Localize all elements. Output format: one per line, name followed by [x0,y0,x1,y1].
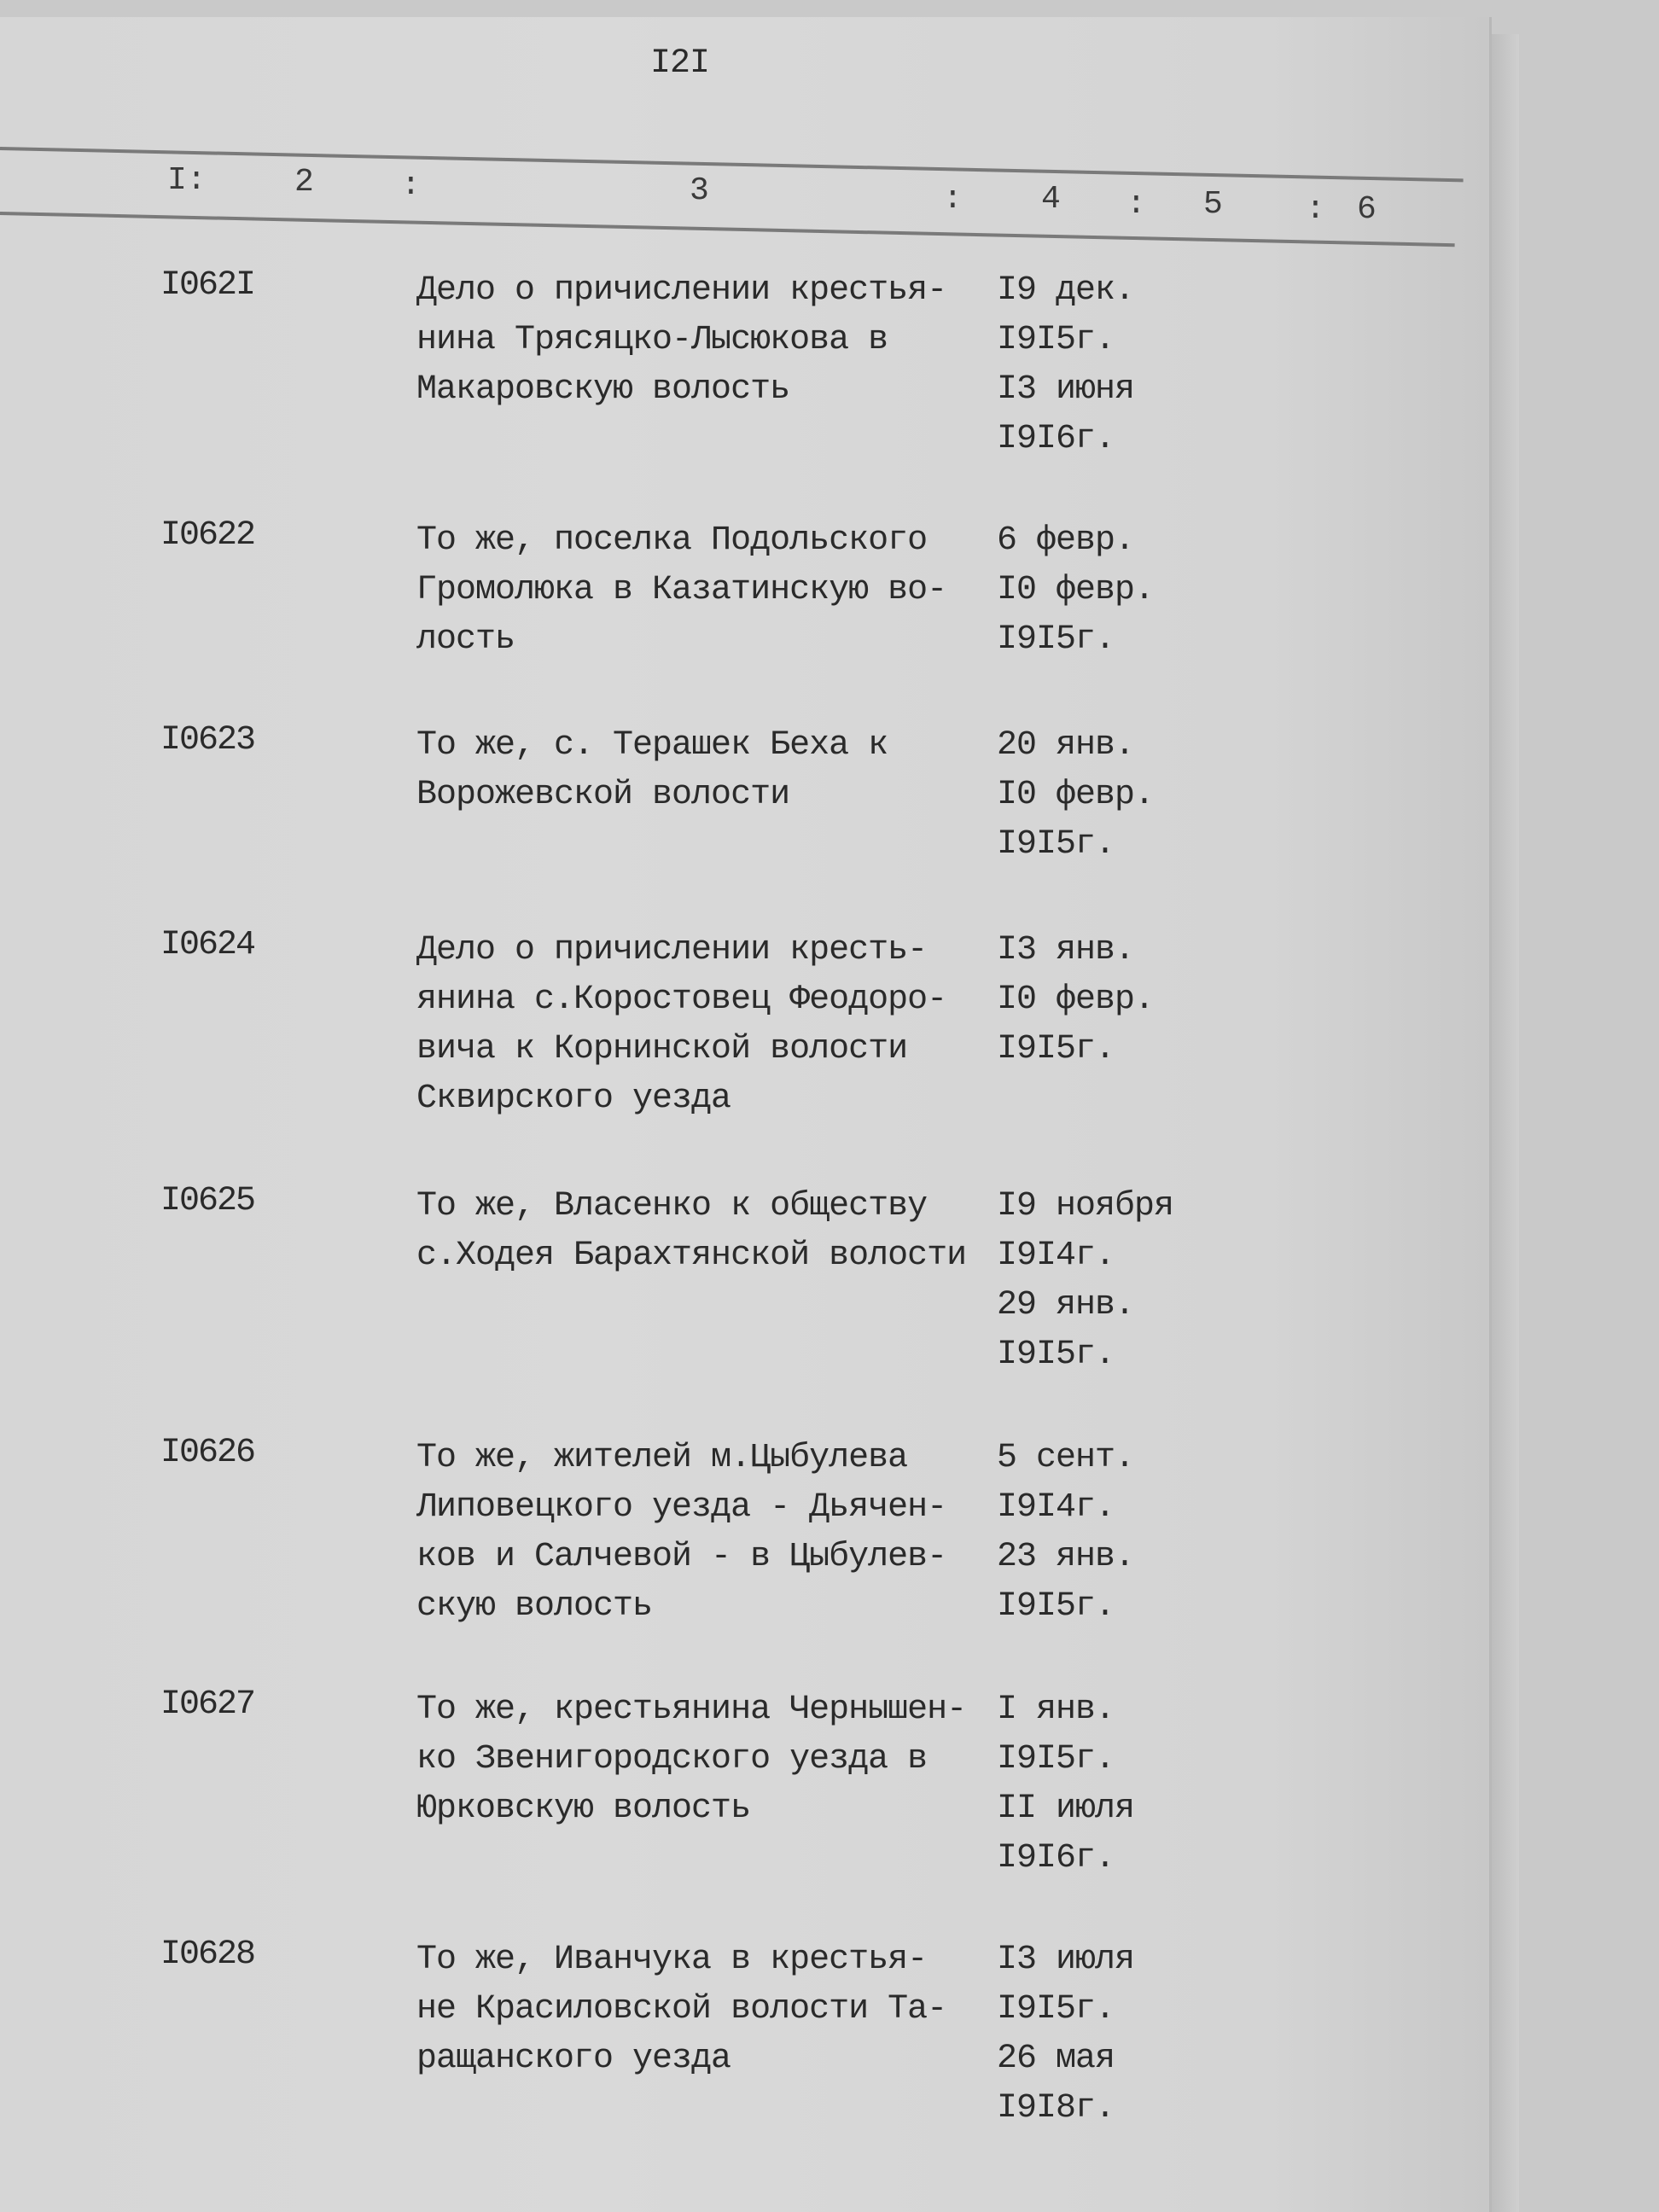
description-line: Громолюка в Казатинскую во- [416,571,947,609]
header-sep: : [1126,186,1146,223]
entry-description [416,516,946,665]
entry-number: I0626 [160,1434,255,1472]
date-line: I9I5г. [997,620,1115,659]
description-line: То же, Власенко к обществу [416,1187,928,1225]
date-line: I9I6г. [997,420,1115,458]
date-line: I3 июня [997,370,1135,409]
entry-description [416,1685,966,1834]
header-col3: 3 [690,172,709,209]
date-line: 29 янв. [997,1286,1135,1324]
description-line: Макаровскую волость [416,370,790,409]
date-line: I9I6г. [997,1839,1115,1877]
entry-number: I0623 [160,721,255,760]
description-line: То же, поселка Подольского [416,521,928,560]
description-line: Дело о причислении кресть- [416,931,928,969]
date-line: I0 февр. [997,571,1155,609]
description-line: нина Трясяцко-Лысюкова в [416,321,888,359]
date-line: II июля [997,1790,1135,1828]
header-sep: : [401,167,421,204]
date-line: I янв. [997,1691,1115,1729]
date-line: I9 дек. [997,271,1135,310]
entry-description [416,266,946,415]
date-line: I9I5г. [997,825,1115,864]
description-line: Юрковскую волость [416,1790,751,1828]
entry-number: I0628 [160,1936,255,1974]
header-col4: 4 [1041,181,1061,218]
entry-description [416,1434,946,1632]
description-line: Сквирского уезда [416,1080,731,1118]
description-line: ращанского уезда [416,2040,731,2078]
description-line: ко Звенигородского уезда в [416,1740,928,1778]
header-col1: I: [167,162,207,199]
date-line: I9I5г. [997,321,1115,359]
header-col6: 6 [1357,191,1377,228]
page-stack-edge [1492,34,1519,2212]
date-line: I9I4г. [997,1237,1115,1275]
date-line: I0 февр. [997,776,1155,814]
entry-description [416,721,888,820]
entry-number: I0625 [160,1182,255,1220]
entry-number: I0624 [160,926,255,964]
entry-dates [997,1936,1134,2133]
entry-description [416,926,946,1124]
date-line: 5 сент. [997,1439,1135,1477]
date-line: I0 февр. [997,981,1155,1019]
date-line: I9I5г. [997,1740,1115,1778]
date-line: 20 янв. [997,726,1135,765]
entry-dates [997,516,1154,665]
description-line: Дело о причислении крестья- [416,271,947,310]
description-line: ков и Салчевой - в Цыбулев- [416,1538,947,1576]
description-line: с.Ходея Барахтянской волости [416,1237,967,1275]
description-line: янина с.Коростовец Феодоро- [416,981,947,1019]
entry-number: I0627 [160,1685,255,1724]
description-line: не Красиловской волости Та- [416,1990,947,2029]
entry-dates [997,1182,1173,1380]
date-line: I9 ноября [997,1187,1174,1225]
entry-dates [997,1434,1134,1632]
description-line: скую волость [416,1587,653,1626]
header-sep: : [943,181,963,218]
entry-description [416,1936,946,2084]
entry-number: I062I [160,266,255,305]
header-sep: : [1306,191,1325,228]
entry-description [416,1182,966,1281]
entry-dates [997,1685,1134,1883]
description-line: То же, жителей м.Цыбулева [416,1439,908,1477]
header-col2: 2 [294,164,314,201]
entry-dates [997,926,1154,1074]
date-line: 6 февр. [997,521,1135,560]
date-line: I9I5г. [997,1336,1115,1374]
date-line: I9I5г. [997,1990,1115,2029]
date-line: I9I4г. [997,1488,1115,1527]
date-line: I9I8г. [997,2089,1115,2128]
date-line: 26 мая [997,2040,1115,2078]
description-line: Липовецкого уезда - Дьячен- [416,1488,947,1527]
date-line: I9I5г. [997,1587,1115,1626]
entry-dates [997,721,1154,870]
header-col5: 5 [1203,186,1223,223]
entry-dates [997,266,1134,464]
description-line: Ворожевской волости [416,776,790,814]
description-line: То же, крестьянина Чернышен- [416,1691,967,1729]
date-line: 23 янв. [997,1538,1135,1576]
description-line: То же, Иванчука в крестья- [416,1941,928,1979]
description-line: лость [416,620,515,659]
page-number: I2I [650,44,710,83]
description-line: вича к Корнинской волости [416,1030,908,1068]
date-line: I3 янв. [997,931,1135,969]
date-line: I9I5г. [997,1030,1115,1068]
entry-number: I0622 [160,516,255,555]
description-line: То же, с. Терашек Беха к [416,726,888,765]
date-line: I3 июля [997,1941,1135,1979]
